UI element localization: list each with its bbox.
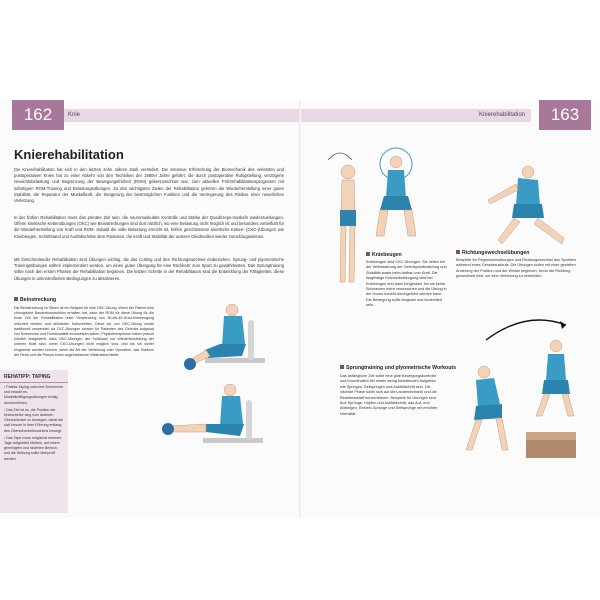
tip-item: • Patella-Taping reduziert Schmerzen und erlaubt es, Muskelkräftigungsübungen richtig durchzuführen. (4, 385, 64, 406)
intro-paragraph: Die Knierehabilitation hat sich in den letzten zehn Jahren stark verändert. Die intensive Erforschung der Biomechanik des verletzten und postoperativen Knies hat zu einer Abkehr von den Techniken der 1980er Jahre geführt, die durch postoperative Ruhigstellung, verzögerte Gewichtsbelastung und Begrenzung der Bewegungsfreiheit (ROM) gekennzeichnet war, zum aktuellen Frührehabilitationsprogramm mit sofortigem ROM-Training und Belastungsübungen. Zu den wichtigsten Zielen der Rehabilitation gehören die Wiederherstellung einer guten Stabilität, die Reparatur der Muskelkraft, die Steigerung der bestmöglichen Funktion und die Verringerung des Risikos einer neuerlichen Verletzung. (14, 167, 284, 204)
leg-extension-seated-illustration (150, 300, 290, 380)
shorts-upper (542, 380, 570, 394)
jump-arc (486, 320, 566, 340)
head-upper (550, 340, 562, 352)
paragraph-3: Mit fortschreitender Rehabilitation sind Übungen wichtig, die das Cutting und den Richtungswechsel einbeziehen. Sprung- und plyometrische Trainingsübungen sollten implementiert werden, um einen guten Übergang für eine Rückkehr zum Sport zu gewährleisten. Das Sprungtraining sollte nach den ersten Phasen der Rehabilitation beginnen. Die letzten Schritte in der Rehabilitation sind die Entwicklung der Fähigkeiten, diese Übungen in unkontrollierten Bedingungen zu absolvieren. (14, 257, 284, 281)
reaching-arm (488, 184, 518, 204)
left-page-header (0, 100, 299, 130)
beinstreckung-heading-label: Beinstreckung (20, 297, 57, 303)
right-page-header (301, 100, 600, 130)
leg-extension-lifted-illustration (148, 380, 288, 460)
sprungtraining-text: Das anfängliche Ziel sollte eine gute Bewegungskontrolle und Koordination bei relativ wenig belastenden Aufgaben wie Springen, Seilspringen und Ausfallschritt sein. Die nächste Phase sollte sich auf die Landemechanik und die Reaktionskraft konzentrieren. Beispiele für Übungen sind Box Sprünge, Hüpfen und Ausfallschritt, das Auf- und Absteigen, Einbein-Sprünge und Seitsprünge mit erhöhter Intensität. (340, 374, 438, 416)
left-page-number: 162 (12, 100, 64, 130)
paragraph-2: In der frühen Rehabilitation muss das primäre Ziel sein, die neuromuskuläre Kontrolle und Stärke der Quadrizeps-muskeln wiederzuerlangen. Offene kinetische Kettenübungen (OKC) wie Beinstreckungen sind dort nützlich, wo eine Belastung nicht möglich ist und besonders vorteilhaft für die Wiederherstellung von Kraft und ROM. Sobald die volle Belastung erreicht ist, helfen geschlossene kinetische Ketten- (CKC-)Übungen wie Kniebeugen, Schrittstand und Ausfallschritte dem Patienten, die Kraft und Stabilität der unteren Gliedmaßen wieder zurückzugewinnen. (14, 215, 284, 239)
ankle-weight (184, 358, 196, 370)
legs (498, 218, 564, 244)
torso (341, 180, 355, 212)
page-title: Knierehabilitation (14, 147, 124, 162)
legs-lower (466, 418, 508, 450)
head (226, 304, 238, 316)
plyo-box-top (526, 432, 576, 440)
extended-leg (170, 424, 206, 432)
arrow-head-icon (560, 321, 566, 329)
shorts (512, 204, 544, 218)
beinstreckung-text: Die Beinstreckung im Sitzen ist ein Beispiel für eine OKC-Übung. Wenn der Patient eine chirurgische Bandrekonstruktion erhalten hat, kann der ROM für diese Übung für die erste Zeit der Rehabilitation unter Verwendung von 90-bis-40-Grad-Kniebeugung reduziert werden und allmählich fortschreiten. Diese Art von OKC-Übung würde traditionell verwendet, da CKC-Übungen schwer für Patienten des Gelenks aufgrund von Schmerzen und Funktionalität einzusetzen wären. Physiotherapeuten haben jedoch kürzlich festgestellt, dass OKC-Übungen der Schlüssel zur Wiederherstellung der unteren Kraft sind, wenn CKC-Übungen nicht möglich sind, und bis sie sicher eingesetzt werden können, wenn die Art der Verletzung oder Operation, das Stadium der Reha und die Person einen angemessenen Widerstand bietet. (14, 306, 154, 357)
section-marker-icon (366, 252, 370, 256)
shorts-lower (474, 404, 502, 420)
kniebeugen-heading (366, 252, 402, 258)
bench (203, 438, 263, 443)
arms-raised (328, 153, 352, 160)
richtungswechsel-text: Beispiele für Regressionsübungen und Richtungswechsel des Sportlers während eines Geradeauslaufs. Die Übungen sollen mit einer gezielten Änderung der Position und der Winkel beginnen, bevor die Richtung gewechselt wird, um eine Verletzung zu vermeiden. (456, 258, 577, 279)
tip-item: • Das Tape muss möglichst mehrere Tage aufgeklebt bleiben, auf einem gereinigten und rasierten Bereich, und die Wirkung sollte überprüft werden. (4, 436, 64, 462)
sprungtraining-heading-label: Sprungtraining und plyometrische Workouts (346, 365, 457, 371)
torso (386, 170, 406, 198)
book-spread (0, 100, 600, 518)
bench-backrest (246, 400, 252, 440)
box-jump-illustration (456, 300, 586, 470)
richtungswechsel-heading-label: Richtungswechselübungen (462, 250, 530, 256)
head (390, 156, 402, 168)
shorts (380, 196, 412, 210)
head (341, 165, 355, 179)
right-running-head: Knierehabilitation (301, 109, 531, 122)
squat-deep-illustration (356, 136, 436, 246)
tip-divider (0, 382, 68, 383)
legs (376, 210, 416, 236)
direction-change-illustration (468, 160, 588, 250)
tip-item: • Das Ziel ist es, die Position der Kniescheibe weg vom äußeren Oberschenkel zu bewegen, damit sie sich besser in ihrer Führung entlang des Oberschenkelknochens bewegt. (4, 408, 64, 434)
torso-upper (546, 354, 566, 380)
plyo-box (526, 440, 576, 458)
legs-upper (536, 394, 574, 416)
head (522, 166, 534, 178)
bench-backrest (248, 320, 254, 360)
tip-title: REHATIPP: TAPING (4, 374, 51, 380)
beinstreckung-heading (14, 297, 56, 303)
section-marker-icon (14, 297, 18, 301)
head-lower (478, 366, 490, 378)
tip-list (4, 385, 64, 464)
right-page-number: 163 (539, 100, 591, 130)
torso-lower (476, 378, 500, 408)
head (224, 384, 236, 396)
shorts (340, 210, 356, 226)
left-running-head: Knie (64, 109, 303, 122)
section-marker-icon (456, 250, 460, 254)
kniebeugen-text: Kniebeugen sind CKC-Übungen. Sie helfen bei der Verbesserung der Gelenkpositionierung und Stabilität sowie beim Aufbau von Kraft. Die langfristige Kniewinkelbeugung wird bei Kniebeugen erst dann fortgesetzt, bis sie keine Schmerzen mehr verursachen und die Übung in der Hocke korrekt durchgeführt werden kann. Die Bewegung sollte langsam und kontrolliert sein. (366, 260, 447, 308)
shorts (205, 344, 246, 358)
richtungswechsel-heading (456, 250, 529, 256)
torso (222, 316, 245, 346)
shorts (206, 424, 244, 436)
ankle-weight (162, 423, 174, 435)
section-marker-icon (340, 365, 344, 369)
bench (205, 358, 265, 363)
torso (516, 178, 540, 206)
sprungtraining-heading (340, 365, 456, 371)
book-gutter (299, 100, 301, 518)
legs (340, 226, 355, 282)
tip-box (0, 370, 68, 513)
torso (220, 396, 243, 426)
kniebeugen-heading-label: Kniebeugen (372, 252, 402, 258)
